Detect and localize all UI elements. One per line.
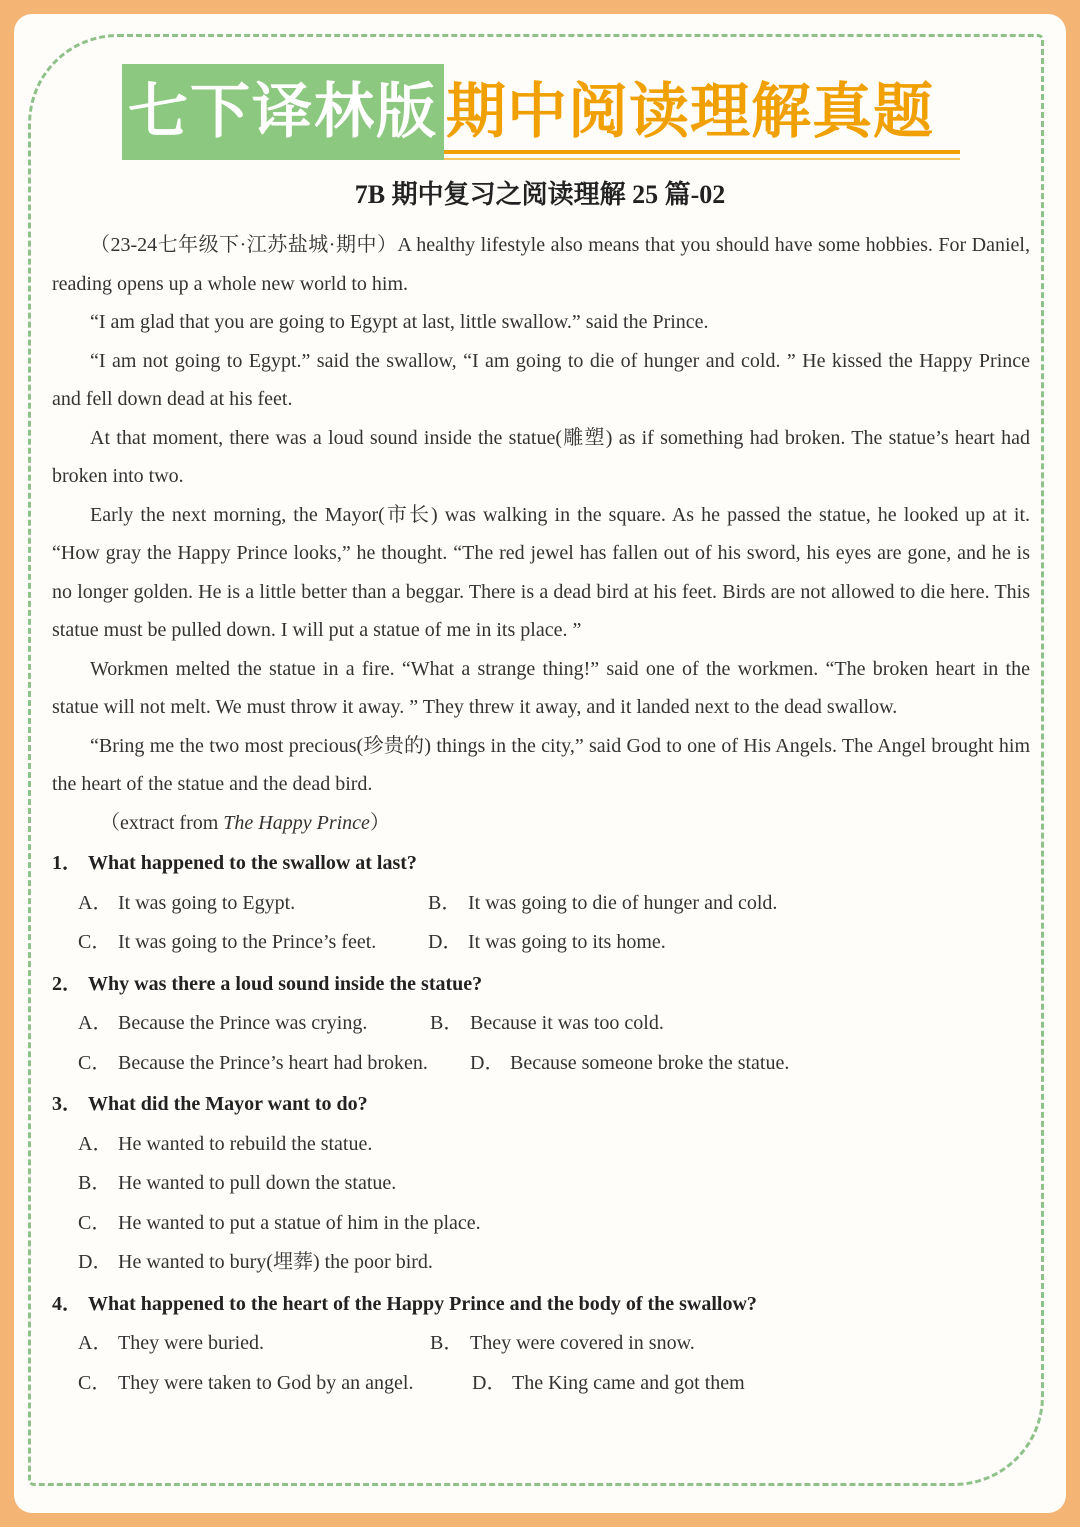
question-3 bbox=[52, 1085, 1030, 1283]
options-row bbox=[52, 884, 1030, 924]
option-a[interactable]: A． They were buried. bbox=[78, 1332, 265, 1354]
banner-underline bbox=[444, 150, 960, 154]
option-c[interactable]: C． They were taken to God by an angel. bbox=[78, 1371, 414, 1394]
options-row bbox=[52, 1004, 1030, 1044]
question-1 bbox=[52, 844, 1030, 963]
reading-content bbox=[52, 226, 1030, 1403]
banner-title-left: 七下译林版 bbox=[122, 64, 444, 160]
options-row bbox=[52, 923, 1030, 963]
option-a[interactable]: A． It was going to Egypt. bbox=[78, 891, 296, 914]
question-title bbox=[52, 1085, 1030, 1125]
banner-title-right: 期中阅读理解真题 bbox=[446, 77, 934, 147]
question-text: Why was there a loud sound inside the statue? bbox=[88, 972, 483, 995]
page-subtitle: 7B 期中复习之阅读理解 25 篇-02 bbox=[354, 180, 726, 209]
question-title bbox=[52, 965, 1030, 1005]
options-row bbox=[52, 1125, 1030, 1165]
question-title bbox=[52, 844, 1030, 884]
worksheet-page bbox=[14, 14, 1066, 1513]
option-c[interactable]: C． He wanted to put a statue of him in the place. bbox=[78, 1211, 481, 1234]
options-row bbox=[52, 1204, 1030, 1244]
question-title bbox=[52, 1285, 1030, 1325]
options-row bbox=[52, 1243, 1030, 1283]
question-text: What happened to the heart of the Happy Prince and the body of the swallow? bbox=[88, 1292, 757, 1315]
option-a[interactable]: A． He wanted to rebuild the statue. bbox=[78, 1132, 373, 1155]
question-number: 4． bbox=[52, 1292, 82, 1315]
question-number: 2． bbox=[52, 972, 82, 995]
question-2 bbox=[52, 965, 1030, 1084]
passage-paragraph: （23-24七年级下·江苏盐城·期中）A healthy lifestyle also means that you should have some hobbies. For Daniel, reading opens up a whole new world to him. bbox=[52, 234, 1030, 295]
option-b[interactable]: B． It was going to die of hunger and cold. bbox=[428, 891, 778, 914]
passage-paragraph: Workmen melted the statue in a fire. “What a strange thing!” said one of the workmen. “The broken heart in the statue will not melt. We must throw it away. ” They threw it away, and it landed next to the dead swallow. bbox=[52, 657, 1030, 718]
question-4 bbox=[52, 1285, 1030, 1404]
options-row bbox=[52, 1364, 1030, 1404]
option-d[interactable]: D． The King came and got them bbox=[472, 1371, 745, 1394]
question-text: What did the Mayor want to do? bbox=[88, 1093, 368, 1115]
passage-source bbox=[52, 804, 1030, 843]
passage-paragraph: Early the next morning, the Mayor(市长) was walking in the square. As he passed the statue, he looked up at it. “How gray the Happy Prince looks,” he thought. “The red jewel has fallen out of his sword, his eyes are gone, and he is no longer golden. He is a little better than a beggar. There is a dead bird at his feet. Birds are not allowed to die here. This statue must be pulled down. I will put a statue of me in its place. ” bbox=[52, 503, 1030, 641]
passage-paragraph: “I am glad that you are going to Egypt at last, little swallow.” said the Prince. bbox=[90, 311, 709, 333]
passage-paragraph: “Bring me the two most precious(珍贵的) things in the city,” said God to one of His Angels. The Angel brought him the heart of the statue and the dead bird. bbox=[52, 734, 1030, 795]
question-number: 3． bbox=[52, 1093, 82, 1115]
options-row bbox=[52, 1324, 1030, 1364]
options-row bbox=[52, 1164, 1030, 1204]
banner-underline-thin bbox=[444, 158, 960, 160]
source-title: The Happy Prince bbox=[223, 811, 370, 834]
option-d[interactable]: D． It was going to its home. bbox=[428, 931, 666, 953]
options-row bbox=[52, 1044, 1030, 1084]
passage-paragraph: “I am not going to Egypt.” said the swallow, “I am going to die of hunger and cold. ” He kissed the Happy Prince and fell down dead at his feet. bbox=[52, 349, 1030, 410]
question-number: 1． bbox=[52, 852, 82, 874]
source-suffix: ） bbox=[369, 811, 390, 834]
option-c[interactable]: C． It was going to the Prince’s feet. bbox=[78, 931, 377, 953]
option-b[interactable]: B． Because it was too cold. bbox=[430, 1012, 664, 1034]
option-c[interactable]: C． Because the Prince’s heart had broken. bbox=[78, 1051, 428, 1074]
source-prefix: （extract from bbox=[100, 811, 224, 834]
option-b[interactable]: B． He wanted to pull down the statue. bbox=[78, 1172, 397, 1194]
option-d[interactable]: D． Because someone broke the statue. bbox=[470, 1051, 790, 1074]
option-a[interactable]: A． Because the Prince was crying. bbox=[78, 1012, 368, 1034]
option-d[interactable]: D． He wanted to bury(埋葬) the poor bird. bbox=[78, 1251, 433, 1273]
passage-paragraph: At that moment, there was a loud sound inside the statue(雕塑) as if something had broken. The statue’s heart had broken into two. bbox=[52, 426, 1030, 487]
title-banner bbox=[122, 64, 972, 160]
question-text: What happened to the swallow at last? bbox=[88, 852, 417, 874]
option-b[interactable]: B． They were covered in snow. bbox=[430, 1332, 695, 1354]
